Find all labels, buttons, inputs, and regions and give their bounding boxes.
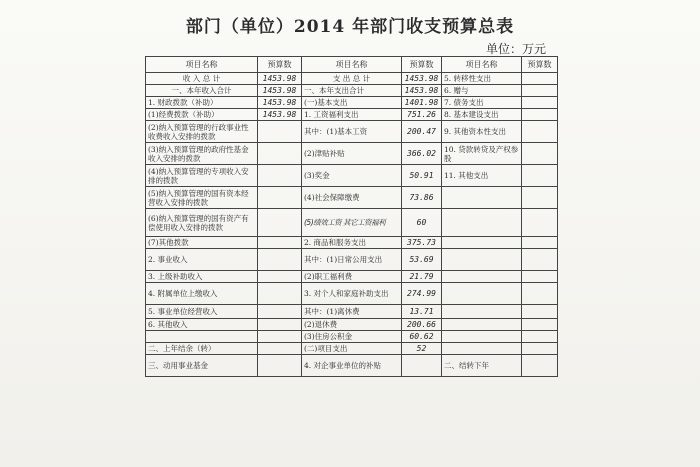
amount-cell bbox=[402, 355, 442, 377]
amount-cell: 366.02 bbox=[402, 143, 442, 165]
amount-cell bbox=[522, 85, 558, 97]
table-row bbox=[146, 355, 558, 377]
table-row bbox=[146, 187, 558, 209]
item-name-cell: 6. 赠与 bbox=[442, 85, 522, 97]
table-header-row bbox=[146, 57, 558, 73]
table-row bbox=[146, 331, 558, 343]
amount-cell: 73.86 bbox=[402, 187, 442, 209]
amount-cell bbox=[522, 237, 558, 249]
item-name-cell: 6. 其他收入 bbox=[146, 319, 258, 331]
amount-cell bbox=[522, 165, 558, 187]
item-name-cell: (5)绩效工资 其它工资福利 bbox=[302, 209, 402, 237]
table-row bbox=[146, 97, 558, 109]
col-header-income-amount: 预算数 bbox=[258, 57, 302, 73]
item-name-cell: 2. 商品和服务支出 bbox=[302, 237, 402, 249]
amount-cell bbox=[258, 283, 302, 305]
amount-cell bbox=[522, 271, 558, 283]
amount-cell: 1453.98 bbox=[258, 85, 302, 97]
item-name-cell: 4. 附属单位上缴收入 bbox=[146, 283, 258, 305]
amount-cell bbox=[522, 249, 558, 271]
item-name-cell: (3)奖金 bbox=[302, 165, 402, 187]
amount-cell bbox=[258, 143, 302, 165]
amount-cell bbox=[522, 187, 558, 209]
item-name-cell: (2)职工福利费 bbox=[302, 271, 402, 283]
item-name-cell: 2. 事业收入 bbox=[146, 249, 258, 271]
amount-cell bbox=[258, 165, 302, 187]
item-name-cell: 9. 其他资本性支出 bbox=[442, 121, 522, 143]
item-name-cell: (6)纳入预算管理的国有资产有偿使用收入安排的拨款 bbox=[146, 209, 258, 237]
amount-cell bbox=[258, 187, 302, 209]
col-header-other-name: 项目名称 bbox=[442, 57, 522, 73]
amount-cell: 53.69 bbox=[402, 249, 442, 271]
amount-cell bbox=[258, 237, 302, 249]
item-name-cell bbox=[442, 237, 522, 249]
amount-cell: 21.79 bbox=[402, 271, 442, 283]
table-row bbox=[146, 271, 558, 283]
amount-cell: 50.91 bbox=[402, 165, 442, 187]
item-name-cell: 5. 转移性支出 bbox=[442, 73, 522, 85]
amount-cell bbox=[258, 355, 302, 377]
item-name-cell: (2)津贴补贴 bbox=[302, 143, 402, 165]
item-name-cell: 8. 基本建设支出 bbox=[442, 109, 522, 121]
item-name-cell: (二)项目支出 bbox=[302, 343, 402, 355]
table-row bbox=[146, 73, 558, 85]
item-name-cell: (2)纳入预算管理的行政事业性收费收入安排的拨款 bbox=[146, 121, 258, 143]
item-name-cell: 其中：(1)离休费 bbox=[302, 305, 402, 319]
amount-cell: 1453.98 bbox=[258, 73, 302, 85]
table-row bbox=[146, 305, 558, 319]
table-row bbox=[146, 143, 558, 165]
amount-cell bbox=[522, 355, 558, 377]
amount-cell bbox=[522, 73, 558, 85]
item-name-cell: 三、动用事业基金 bbox=[146, 355, 258, 377]
item-name-cell: 一、本年收入合计 bbox=[146, 85, 258, 97]
item-name-cell: 5. 事业单位经营收入 bbox=[146, 305, 258, 319]
item-name-cell bbox=[442, 249, 522, 271]
table-row bbox=[146, 109, 558, 121]
col-header-income-name: 项目名称 bbox=[146, 57, 258, 73]
amount-cell: 274.99 bbox=[402, 283, 442, 305]
amount-cell: 1453.98 bbox=[402, 73, 442, 85]
item-name-cell: 1. 财政拨款（补助） bbox=[146, 97, 258, 109]
item-name-cell: (3)住房公积金 bbox=[302, 331, 402, 343]
budget-table bbox=[145, 56, 558, 377]
amount-cell bbox=[522, 209, 558, 237]
item-name-cell bbox=[442, 319, 522, 331]
item-name-cell: (4)纳入预算管理的专项收入安排的拨款 bbox=[146, 165, 258, 187]
item-name-cell: (5)纳入预算管理的国有资本经营收入安排的拨款 bbox=[146, 187, 258, 209]
amount-cell: 200.66 bbox=[402, 319, 442, 331]
item-name-cell: 收 入 总 计 bbox=[146, 73, 258, 85]
amount-cell: 60.62 bbox=[402, 331, 442, 343]
amount-cell bbox=[522, 109, 558, 121]
item-name-cell: 二、结转下年 bbox=[442, 355, 522, 377]
table-row bbox=[146, 165, 558, 187]
item-name-cell: (一)基本支出 bbox=[302, 97, 402, 109]
item-name-cell: 其中：(1)基本工资 bbox=[302, 121, 402, 143]
item-name-cell: 二、上年结余（转） bbox=[146, 343, 258, 355]
amount-cell bbox=[258, 249, 302, 271]
item-name-cell: (3)纳入预算管理的政府性基金收入安排的拨款 bbox=[146, 143, 258, 165]
item-name-cell bbox=[442, 343, 522, 355]
item-name-cell: 10. 贷款转贷及产权参股 bbox=[442, 143, 522, 165]
item-name-cell: (7)其他拨款 bbox=[146, 237, 258, 249]
amount-cell: 751.26 bbox=[402, 109, 442, 121]
amount-cell bbox=[522, 97, 558, 109]
amount-cell bbox=[522, 343, 558, 355]
amount-cell bbox=[258, 319, 302, 331]
amount-cell bbox=[522, 305, 558, 319]
table-row bbox=[146, 343, 558, 355]
amount-cell: 200.47 bbox=[402, 121, 442, 143]
col-header-expense-name: 项目名称 bbox=[302, 57, 402, 73]
item-name-cell: 3. 上级补助收入 bbox=[146, 271, 258, 283]
item-name-cell: 其中：(1)日常公用支出 bbox=[302, 249, 402, 271]
table-row bbox=[146, 249, 558, 271]
amount-cell: 1453.98 bbox=[258, 109, 302, 121]
item-name-cell bbox=[442, 187, 522, 209]
unit-label: 单位：万元 bbox=[486, 42, 547, 56]
table-row bbox=[146, 319, 558, 331]
amount-cell bbox=[522, 331, 558, 343]
amount-cell bbox=[522, 283, 558, 305]
item-name-cell: (2)退休费 bbox=[302, 319, 402, 331]
amount-cell bbox=[258, 209, 302, 237]
table-row bbox=[146, 121, 558, 143]
item-name-cell bbox=[442, 209, 522, 237]
amount-cell bbox=[258, 343, 302, 355]
item-name-cell: 支 出 总 计 bbox=[302, 73, 402, 85]
table-row bbox=[146, 85, 558, 97]
table-row bbox=[146, 237, 558, 249]
col-header-other-amount: 预算数 bbox=[522, 57, 558, 73]
item-name-cell bbox=[442, 283, 522, 305]
amount-cell: 1401.98 bbox=[402, 97, 442, 109]
item-name-cell: 11. 其他支出 bbox=[442, 165, 522, 187]
item-name-cell: (4)社会保障缴费 bbox=[302, 187, 402, 209]
amount-cell bbox=[258, 331, 302, 343]
amount-cell bbox=[258, 121, 302, 143]
col-header-expense-amount: 预算数 bbox=[402, 57, 442, 73]
amount-cell bbox=[522, 121, 558, 143]
amount-cell: 52 bbox=[402, 343, 442, 355]
amount-cell bbox=[258, 305, 302, 319]
item-name-cell bbox=[442, 331, 522, 343]
item-name-cell bbox=[146, 331, 258, 343]
item-name-cell: 4. 对企事业单位的补贴 bbox=[302, 355, 402, 377]
item-name-cell: (1)经费拨款（补助） bbox=[146, 109, 258, 121]
item-name-cell: 1. 工资福利支出 bbox=[302, 109, 402, 121]
amount-cell bbox=[522, 319, 558, 331]
amount-cell: 375.73 bbox=[402, 237, 442, 249]
amount-cell: 1453.98 bbox=[258, 97, 302, 109]
item-name-cell bbox=[442, 305, 522, 319]
item-name-cell: 7. 债务支出 bbox=[442, 97, 522, 109]
item-name-cell: 一、本年支出合计 bbox=[302, 85, 402, 97]
amount-cell bbox=[258, 271, 302, 283]
item-name-cell: 3. 对个人和家庭补助支出 bbox=[302, 283, 402, 305]
item-name-cell bbox=[442, 271, 522, 283]
document-title: 部门（单位）2014 年部门收支预算总表 bbox=[185, 17, 515, 37]
amount-cell: 13.71 bbox=[402, 305, 442, 319]
amount-cell: 1453.98 bbox=[402, 85, 442, 97]
table-row bbox=[146, 209, 558, 237]
table-row bbox=[146, 283, 558, 305]
amount-cell: 60 bbox=[402, 209, 442, 237]
amount-cell bbox=[522, 143, 558, 165]
